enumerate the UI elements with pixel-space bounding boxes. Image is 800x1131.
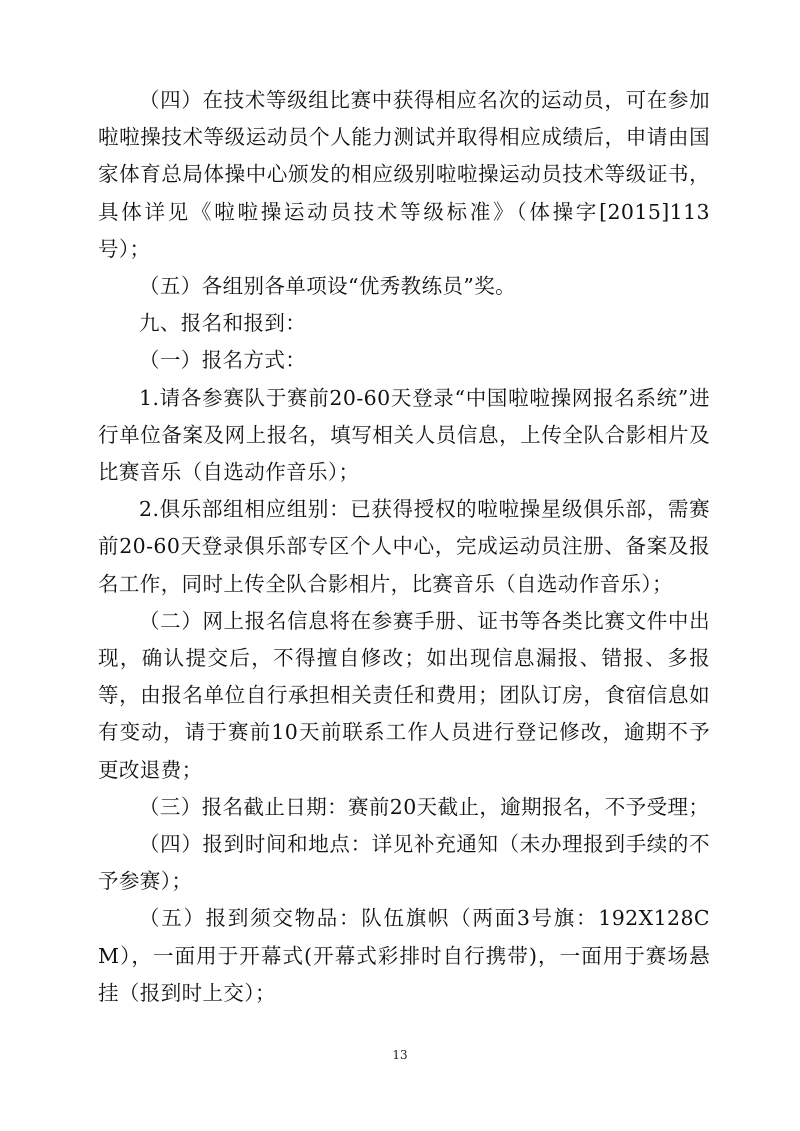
document-body — [98, 82, 710, 1012]
paragraph-checkin-items: （五）报到须交物品：队伍旗帜（两面3号旗：192X128CM），一面用于开幕式(开幕式彩排时自行携带)，一面用于赛场悬挂（报到时上交）； — [98, 906, 710, 1005]
paragraph-checkin-time-place: （四）报到时间和地点：详见补充通知（未办理报到手续的不予参赛）； — [98, 832, 710, 894]
subheading-registration-method: （一）报名方式： — [139, 348, 307, 373]
paragraph-club-registration: 2.俱乐部组相应组别：已获得授权的啦啦操星级俱乐部，需赛前20-60天登录俱乐部专区个人中心，完成运动员注册、备案及报名工作，同时上传全队合影相片，比赛音乐（自选动作音乐）； — [98, 497, 710, 596]
page-number: 13 — [392, 1048, 408, 1062]
paragraph-award-certificate: （四）在技术等级组比赛中获得相应名次的运动员，可在参加啦啦操技术等级运动员个人能力测试并取得相应成绩后，申请由国家体育总局体操中心颁发的相应级别啦啦操运动员技术等级证书，具体详见《啦啦操运动员技术等级标准》（体操字[2015]113号）； — [98, 88, 710, 261]
paragraph-online-registration: 1.请各参赛队于赛前20-60天登录“中国啦啦操网报名系统”进行单位备案及网上报名，填写相关人员信息，上传全队合影相片及比赛音乐（自选动作音乐）； — [98, 385, 710, 485]
paragraph-coach-award: （五）各组别各单项设“优秀教练员”奖。 — [139, 274, 517, 299]
paragraph-deadline: （三）报名截止日期：赛前20天截止，逾期报名，不予受理； — [139, 794, 710, 819]
section-heading-registration: 九、报名和报到： — [139, 311, 307, 336]
paragraph-registration-info: （二）网上报名信息将在参赛手册、证书等各类比赛文件中出现，确认提交后，不得擅自修改；如出现信息漏报、错报、多报等，由报名单位自行承担相关责任和费用；团队订房，食宿信息如有变动，请于赛前10天前联系工作人员进行登记修改，逾期不予更改退费； — [98, 608, 710, 782]
